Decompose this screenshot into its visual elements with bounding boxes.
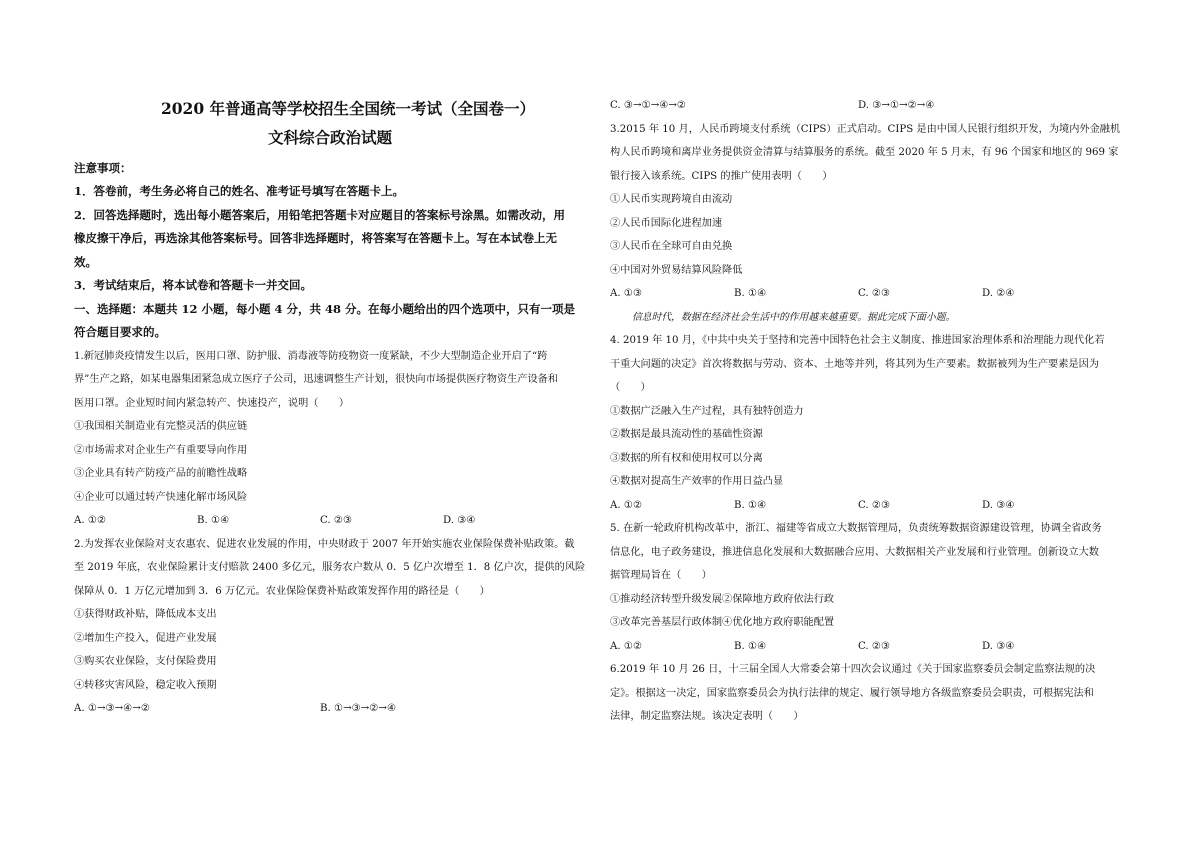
notice-heading: 注意事项： — [74, 161, 132, 175]
question-text: 医用口罩。企业短时间内紧急转产、快速投产，说明（ ） — [74, 397, 350, 409]
question-1 — [74, 345, 586, 533]
statement-option: ④企业可以通过转产快速化解市场风险 — [74, 491, 248, 503]
statement-option: ②增加生产投入，促进产业发展 — [74, 632, 217, 644]
statement-option: ④中国对外贸易结算风险降低 — [610, 264, 743, 276]
answer-choices — [610, 635, 1128, 659]
answer-choices — [74, 509, 586, 533]
question-5 — [610, 517, 1128, 658]
answer-choice-d: D. ③④ — [982, 640, 1015, 652]
answer-choice-c: C. ②③ — [858, 640, 891, 652]
answer-choice-b: B. ①→③→②→④ — [320, 703, 397, 714]
question-text: 干重大问题的决定》首次将数据与劳动、资本、土地等并列，将其列为生产要素。数据被列为生产要素是因为 — [610, 358, 1099, 370]
section-heading: 一、选择题：本题共 12 小题，每小题 4 分，共 48 分。在每小题给出的四个选项中，只有一项是 — [74, 301, 576, 316]
question-text: 银行接入该系统。CIPS 的推广使用表明（ ） — [610, 170, 833, 182]
exam-title: 2020 年普通高等学校招生全国统一考试（全国卷一） — [160, 99, 536, 118]
answer-choice-b: B. ①④ — [197, 515, 230, 526]
answer-choice-c: C. ③→①→④→② — [610, 100, 687, 111]
statement-option: ④转移灾害风险，稳定收入预期 — [74, 679, 217, 691]
notice-item: 2．回答选择题时，选出每小题答案后，用铅笔把答题卡对应题目的答案标号涂黑。如需改动，用 — [74, 207, 565, 222]
answer-choice-d: D. ②④ — [982, 288, 1015, 299]
statement-option: ③购买农业保险，支付保险费用 — [74, 656, 217, 667]
question-text: 2.为发挥农业保险对支农惠农、促进农业发展的作用，中央财政于 2007 年开始实施农业保险保费补贴政策。截 — [74, 538, 575, 550]
answer-choice-b: B. ①④ — [734, 640, 767, 652]
question-text: 至 2019 年底，农业保险累计支付赔款 2400 多亿元，服务农户数从 0．5 亿户次增至 1．8 亿户次，提供的风险 — [74, 562, 586, 573]
answer-choice-a: A. ①② — [610, 640, 643, 652]
statement-option: ②数据是最具流动性的基础性资源 — [610, 429, 763, 440]
answer-choice-b: B. ①④ — [734, 499, 767, 511]
answer-choice-a: A. ①② — [74, 515, 107, 526]
question-text: 6.2019 年 10 月 26 日，十三届全国人大常委会第十四次会议通过《关于国家监察委员会制定监察法规的决 — [610, 664, 1096, 675]
notice-item: 3．考试结束后，将本试卷和答题卡一并交回。 — [74, 278, 312, 292]
question-2 — [74, 533, 586, 721]
question-text: 3.2015 年 10 月，人民币跨境支付系统（CIPS）正式启动。CIPS 是由中国人民银行组织开发，为境内外金融机 — [610, 123, 1121, 135]
exam-subtitle: 文科综合政治试题 — [267, 128, 392, 147]
answer-choice-d: D. ③→①→②→④ — [858, 100, 935, 111]
statement-option: ③企业具有转产防疫产品的前瞻性战略 — [74, 468, 248, 479]
question-text: （ ） — [610, 382, 651, 393]
question-text: 1.新冠肺炎疫情发生以后，医用口罩、防护服、消毒液等防疫物资一度紧缺，不少大型制造企业开启了“跨 — [74, 350, 548, 362]
statement-option: ①获得财政补贴，降低成本支出 — [74, 609, 217, 620]
notice-item: 1．答卷前，考生务必将自己的姓名、准考证号填写在答题卡上。 — [74, 184, 404, 198]
statement-option: ①人民币实现跨境自由流动 — [610, 194, 733, 205]
section-heading: 符合题目要求的。 — [74, 325, 166, 339]
question-text: 界”生产之路，如某电器集团紧急成立医疗子公司，迅速调整生产计划，很快向市场提供医疗物资生产设备和 — [74, 374, 559, 385]
statement-option: ①数据广泛融入生产过程，具有独特创造力 — [610, 405, 804, 417]
statement-option: ①推动经济转型升级发展②保障地方政府依法行政 — [610, 593, 835, 605]
statement-option: ③人民币在全球可自由兑换 — [610, 241, 733, 252]
statement-option: ①我国相关制造业有完整灵活的供应链 — [74, 421, 248, 432]
question-text: 4. 2019 年 10 月，《中共中央关于坚持和完善中国特色社会主义制度、推进国家治理体系和治理能力现代化若 — [610, 335, 1105, 346]
question-3 — [610, 118, 1128, 306]
question-text: 构人民币跨境和离岸业务提供资金清算与结算服务的系统。截至 2020 年 5 月末，有 96 个国家和地区的 969 家 — [610, 147, 1119, 158]
question-text: 信息化，电子政务建设，推进信息化发展和大数据融合应用、大数据相关产业发展和行业管理。创新设立大数 — [610, 546, 1099, 558]
right-column — [610, 94, 1128, 729]
answer-choice-a: A. ①② — [610, 499, 643, 511]
answer-choices — [610, 282, 1128, 306]
notice-item: 橡皮擦干净后，再选涂其他答案标号。回答非选择题时，将答案写在答题卡上。写在本试卷上无 — [74, 231, 557, 245]
statement-option: ②人民币国际化进程加速 — [610, 217, 723, 229]
answer-choices — [610, 94, 1128, 118]
answer-choice-d: D. ③④ — [982, 499, 1015, 511]
question-text: 据管理局旨在（ ） — [610, 570, 712, 581]
notice-item: 效。 — [74, 254, 97, 269]
question-6 — [610, 658, 1128, 729]
answer-choice-b: B. ①④ — [734, 288, 767, 299]
question-text: 5. 在新一轮政府机构改革中，浙江、福建等省成立大数据管理局，负责统筹数据资源建设管理，协调全省政务 — [610, 523, 1102, 534]
answer-choice-c: C. ②③ — [858, 499, 891, 511]
answer-choice-d: D. ③④ — [443, 515, 476, 526]
question-text: 定》。根据这一决定，国家监察委员会为执行法律的规定、履行领导地方各级监察委员会职责，可根据宪法和 — [610, 687, 1094, 699]
statement-option: ②市场需求对企业生产有重要导向作用 — [74, 444, 248, 456]
info-note: 信息时代，数据在经济社会生活中的作用越来越重要。据此完成下面小题。 — [632, 311, 956, 323]
statement-option: ③数据的所有权和使用权可以分离 — [610, 452, 763, 464]
question-4 — [610, 329, 1128, 517]
question-text: 法律，制定监察法规。该决定表明（ ） — [610, 711, 804, 722]
statement-option: ④数据对提高生产效率的作用日益凸显 — [610, 476, 784, 487]
answer-choice-a: A. ①→③→④→② — [74, 703, 150, 714]
statement-option: ③改革完善基层行政体制④优化地方政府职能配置 — [610, 617, 835, 628]
question-text: 保障从 0．1 万亿元增加到 3．6 万亿元。农业保险保费补贴政策发挥作用的路径是（ ） — [74, 585, 490, 597]
answer-choice-a: A. ①③ — [610, 288, 643, 299]
answer-choice-c: C. ②③ — [858, 288, 891, 299]
answer-choices — [74, 697, 586, 721]
left-column — [74, 88, 586, 721]
answer-choice-c: C. ②③ — [320, 515, 353, 526]
answer-choices — [610, 494, 1128, 518]
